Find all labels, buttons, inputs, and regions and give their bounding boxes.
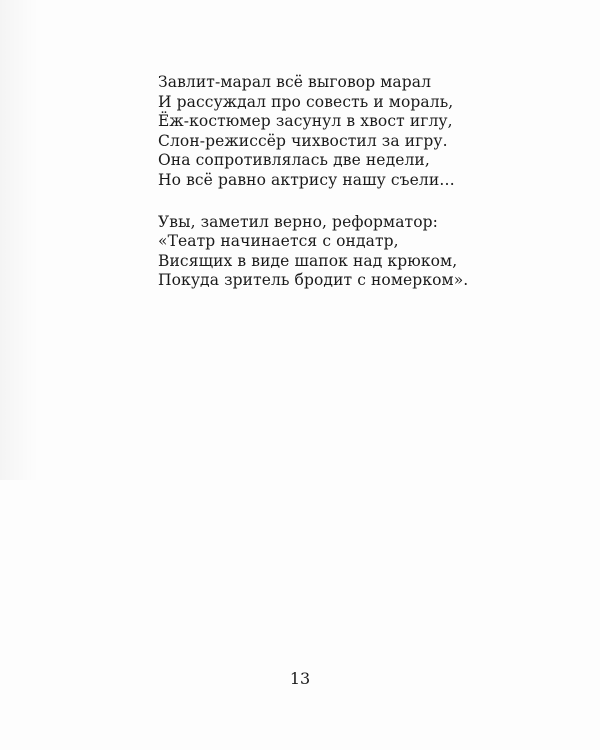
stanza-2	[158, 213, 538, 291]
poem-line: Завлит-марал всё выговор марал	[158, 73, 432, 91]
poem-line: Покуда зритель бродит с номерком».	[158, 271, 469, 290]
poem-line: Увы, заметил верно, реформатор:	[158, 212, 438, 231]
page-number: 13	[289, 669, 311, 688]
poem-line: Но всё равно актрису нашу съели…	[158, 170, 455, 189]
poem	[158, 73, 538, 313]
poem-line: «Театр начинается с ондатр,	[158, 232, 399, 251]
poem-line: И рассуждал про совесть и мораль,	[158, 92, 454, 111]
poem-line: Она сопротивлялась две недели,	[158, 151, 430, 170]
poem-line: Слон-режиссёр чихвостил за игру.	[158, 131, 448, 150]
poem-line: Висящих в виде шапок над крюком,	[158, 251, 458, 270]
poem-line: Ёж-костюмер засунул в хвост иглу,	[158, 112, 453, 131]
page-edge-shadow	[0, 0, 38, 480]
stanza-1	[158, 73, 538, 191]
